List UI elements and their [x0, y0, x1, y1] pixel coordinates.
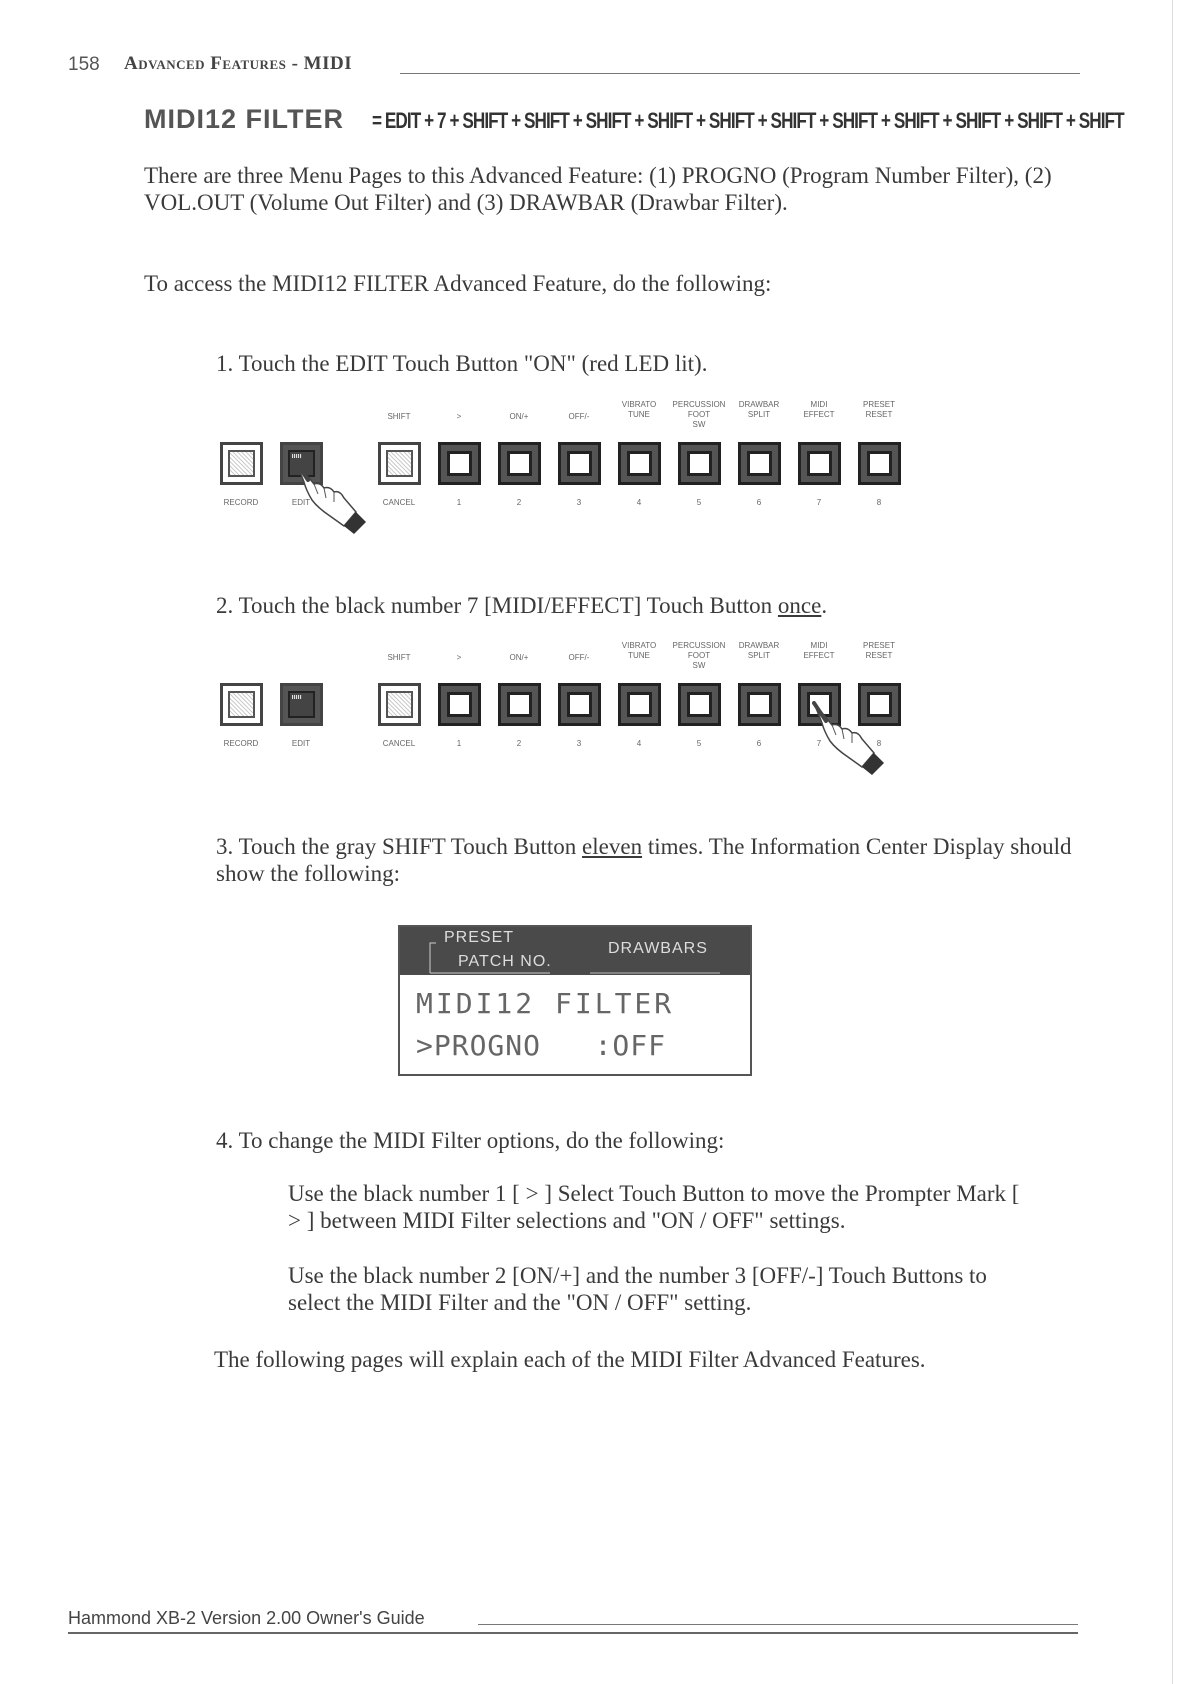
- button-number-label: 6: [756, 498, 762, 507]
- button-number-label: 2: [516, 739, 522, 748]
- panel-button-1: [438, 442, 481, 485]
- lcd-patch-label: PATCH NO.: [458, 953, 552, 970]
- page-number: 158: [68, 54, 100, 75]
- lcd-drawbars-label: DRAWBARS: [608, 940, 708, 957]
- button-function-label: OFF/-: [568, 653, 590, 662]
- panel-button-edit: [280, 683, 323, 726]
- button-panel-step-1: [200, 400, 950, 540]
- panel-button-7: [798, 442, 841, 485]
- pointing-hand-icon: [294, 460, 374, 540]
- button-number-label: 3: [576, 498, 582, 507]
- button-function-label: MIDI EFFECT: [803, 400, 835, 419]
- lcd-header-bar: [400, 927, 750, 975]
- button-panel-step-2: [200, 641, 950, 781]
- button-function-label: SHIFT: [387, 412, 411, 421]
- button-function-label: SHIFT: [387, 653, 411, 662]
- button-function-label: ON/+: [509, 412, 529, 421]
- step-4: 4. To change the MIDI Filter options, do the following:: [216, 1128, 725, 1153]
- section-heading: MIDI12 FILTER: [144, 104, 345, 134]
- footer-text: Hammond XB-2 Version 2.00 Owner's Guide: [68, 1608, 425, 1628]
- page-edge: [1172, 0, 1173, 1684]
- button-function-label: ON/+: [509, 653, 529, 662]
- button-sequence: = EDIT + 7 + SHIFT + SHIFT + SHIFT + SHIFT + SHIFT + SHIFT + SHIFT + SHIFT + SHIFT + SHIFT + SHIFT: [372, 108, 1124, 133]
- button-number-label: CANCEL: [382, 498, 416, 507]
- button-number-label: 8: [876, 498, 882, 507]
- button-number-label: 2: [516, 498, 522, 507]
- button-function-label: PERCUSSION FOOT SW: [672, 641, 726, 670]
- lcd-line-1: MIDI12 FILTER: [416, 987, 675, 1020]
- button-function-label: OFF/-: [568, 412, 590, 421]
- button-function-label: >: [456, 412, 462, 421]
- lcd-line-2: >PROGNO :OFF: [416, 1029, 667, 1062]
- button-function-label: PRESET RESET: [862, 400, 895, 419]
- panel-button-cancel: [378, 442, 421, 485]
- panel-button-3: [558, 683, 601, 726]
- button-function-label: DRAWBAR SPLIT: [738, 641, 780, 660]
- footer-rule: [478, 1624, 1078, 1625]
- button-number-label: 1: [456, 739, 462, 748]
- panel-button-2: [498, 442, 541, 485]
- emphasis-eleven: eleven: [582, 834, 643, 859]
- button-function-label: DRAWBAR SPLIT: [738, 400, 780, 419]
- button-function-label: PRESET RESET: [862, 641, 895, 660]
- panel-button-6: [738, 442, 781, 485]
- button-number-label: EDIT: [291, 739, 311, 748]
- panel-button-record: [220, 442, 263, 485]
- intro-paragraph: There are three Menu Pages to this Advanced Feature: (1) PROGNO (Program Number Filter), (2) VOL.OUT (Volume Out Filter) and (3) DRAWBAR (Drawbar Filter).: [144, 163, 1052, 215]
- panel-button-5: [678, 442, 721, 485]
- instruction-on-off-buttons: Use the black number 2 [ON/+] and the number 3 [OFF/-] Touch Buttons to select the MIDI Filter and the "ON / OFF" setting.: [288, 1263, 987, 1315]
- panel-button-1: [438, 683, 481, 726]
- button-function-label: VIBRATO TUNE: [621, 400, 657, 419]
- panel-button-3: [558, 442, 601, 485]
- panel-button-6: [738, 683, 781, 726]
- button-number-label: RECORD: [223, 498, 259, 507]
- button-number-label: 8: [876, 739, 882, 748]
- button-function-label: VIBRATO TUNE: [621, 641, 657, 660]
- information-center-display: [398, 925, 752, 1076]
- panel-button-cancel: [378, 683, 421, 726]
- button-function-label: >: [456, 653, 462, 662]
- instruction-select-button: Use the black number 1 [ > ] Select Touch Button to move the Prompter Mark [ > ] between MIDI Filter selections and "ON / OFF" settings.: [288, 1181, 1020, 1233]
- button-number-label: 5: [696, 498, 702, 507]
- button-number-label: 1: [456, 498, 462, 507]
- panel-button-8: [858, 442, 901, 485]
- step-1: 1. Touch the EDIT Touch Button "ON" (red LED lit).: [216, 351, 708, 376]
- button-function-label: MIDI EFFECT: [803, 641, 835, 660]
- button-number-label: 7: [816, 739, 822, 748]
- header-rule: [400, 73, 1080, 74]
- button-number-label: RECORD: [223, 739, 259, 748]
- button-number-label: 4: [636, 498, 642, 507]
- button-number-label: CANCEL: [382, 739, 416, 748]
- running-header: Advanced Features - MIDI: [124, 53, 353, 74]
- panel-button-5: [678, 683, 721, 726]
- button-number-label: EDIT: [291, 498, 311, 507]
- step-2: 2. Touch the black number 7 [MIDI/EFFECT] Touch Button once.: [216, 593, 828, 618]
- button-number-label: 5: [696, 739, 702, 748]
- button-number-label: 7: [816, 498, 822, 507]
- closing-paragraph: The following pages will explain each of the MIDI Filter Advanced Features.: [214, 1347, 926, 1372]
- button-number-label: 6: [756, 739, 762, 748]
- panel-button-4: [618, 442, 661, 485]
- pointing-hand-icon: [812, 701, 892, 781]
- panel-button-record: [220, 683, 263, 726]
- button-number-label: 4: [636, 739, 642, 748]
- access-paragraph: To access the MIDI12 FILTER Advanced Feature, do the following:: [144, 271, 772, 296]
- panel-button-2: [498, 683, 541, 726]
- step-3: 3. Touch the gray SHIFT Touch Button eleven times. The Information Center Display should show the following:: [216, 834, 1072, 886]
- lcd-preset-label: PRESET: [444, 929, 515, 946]
- footer-rule-bottom: [68, 1632, 1078, 1634]
- panel-button-4: [618, 683, 661, 726]
- button-number-label: 3: [576, 739, 582, 748]
- button-function-label: PERCUSSION FOOT SW: [672, 400, 726, 429]
- emphasis-once: once: [777, 593, 822, 618]
